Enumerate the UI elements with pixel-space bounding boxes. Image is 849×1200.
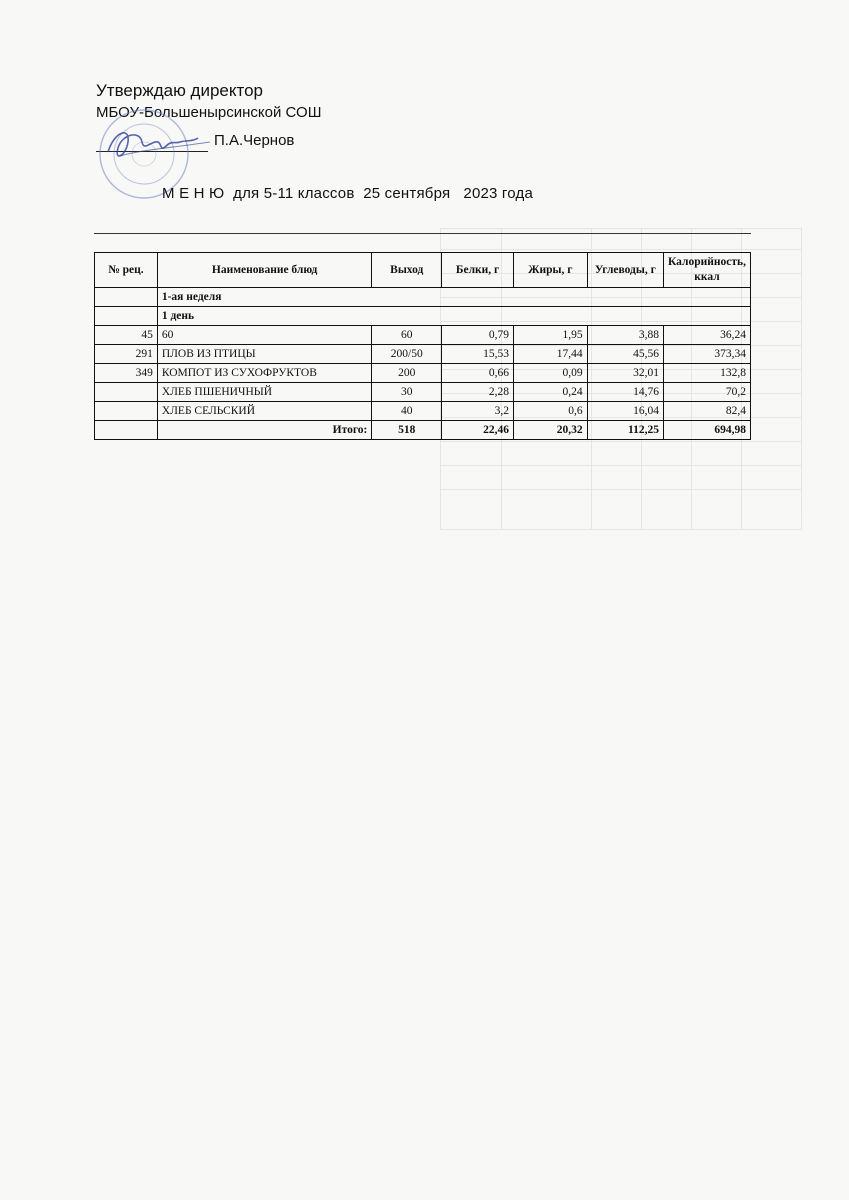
- dish-output: 60: [372, 326, 442, 345]
- table-row: [95, 383, 751, 402]
- approval-title: Утверждаю директор: [96, 81, 264, 100]
- dish-carbs: 3,88: [587, 326, 663, 345]
- table-row: [95, 364, 751, 383]
- day-label: 1 день: [157, 307, 750, 326]
- dish-calories: 82,4: [663, 402, 750, 421]
- header-calories: Калорийность, ккал: [663, 253, 750, 288]
- dish-protein: 0,79: [442, 326, 514, 345]
- header-output: Выход: [372, 253, 442, 288]
- dish-name: КОМПОТ ИЗ СУХОФРУКТОВ: [157, 364, 372, 383]
- dish-carbs: 32,01: [587, 364, 663, 383]
- dish-output: 30: [372, 383, 442, 402]
- total-calories: 694,98: [663, 421, 750, 440]
- dish-protein: 2,28: [442, 383, 514, 402]
- dish-protein: 3,2: [442, 402, 514, 421]
- header-carbs: Углеводы, г: [587, 253, 663, 288]
- recipe-number: [95, 402, 158, 421]
- table-header-row: [95, 253, 751, 288]
- table-row: [95, 345, 751, 364]
- dish-fat: 0,24: [514, 383, 588, 402]
- recipe-number: 45: [95, 326, 158, 345]
- handwritten-signature: [100, 112, 220, 172]
- total-fat: 20,32: [514, 421, 588, 440]
- dish-calories: 70,2: [663, 383, 750, 402]
- menu-table: [94, 252, 751, 440]
- dish-protein: 15,53: [442, 345, 514, 364]
- total-output: 518: [372, 421, 442, 440]
- dish-output: 200: [372, 364, 442, 383]
- dish-carbs: 14,76: [587, 383, 663, 402]
- total-label: Итого:: [157, 421, 372, 440]
- dish-protein: 0,66: [442, 364, 514, 383]
- week-label: 1-ая неделя: [157, 288, 750, 307]
- total-carbs: 112,25: [587, 421, 663, 440]
- table-row: [95, 326, 751, 345]
- day-row: [95, 307, 751, 326]
- dish-carbs: 45,56: [587, 345, 663, 364]
- recipe-number: [95, 383, 158, 402]
- dish-output: 40: [372, 402, 442, 421]
- table-row: [95, 402, 751, 421]
- director-name: П.А.Чернов: [214, 132, 295, 149]
- dish-name: 60: [157, 326, 372, 345]
- header-dish-name: Наименование блюд: [157, 253, 372, 288]
- dish-name: ХЛЕБ ПШЕНИЧНЫЙ: [157, 383, 372, 402]
- table-top-rule: [94, 233, 751, 234]
- dish-name: ПЛОВ ИЗ ПТИЦЫ: [157, 345, 372, 364]
- total-protein: 22,46: [442, 421, 514, 440]
- menu-title: М Е Н Ю для 5-11 классов 25 сентября 2023 года: [162, 185, 533, 202]
- total-row: [95, 421, 751, 440]
- dish-fat: 0,09: [514, 364, 588, 383]
- week-row: [95, 288, 751, 307]
- bleed-through-text: [614, 56, 814, 76]
- dish-carbs: 16,04: [587, 402, 663, 421]
- dish-calories: 132,8: [663, 364, 750, 383]
- dish-name: ХЛЕБ СЕЛЬСКИЙ: [157, 402, 372, 421]
- header-fat: Жиры, г: [514, 253, 588, 288]
- recipe-number: 349: [95, 364, 158, 383]
- dish-output: 200/50: [372, 345, 442, 364]
- header-protein: Белки, г: [442, 253, 514, 288]
- approval-organization: МБОУ-Большенырсинской СОШ: [96, 104, 322, 121]
- header-recipe-number: № рец.: [95, 253, 158, 288]
- dish-calories: 36,24: [663, 326, 750, 345]
- dish-calories: 373,34: [663, 345, 750, 364]
- dish-fat: 0,6: [514, 402, 588, 421]
- dish-fat: 1,95: [514, 326, 588, 345]
- recipe-number: 291: [95, 345, 158, 364]
- dish-fat: 17,44: [514, 345, 588, 364]
